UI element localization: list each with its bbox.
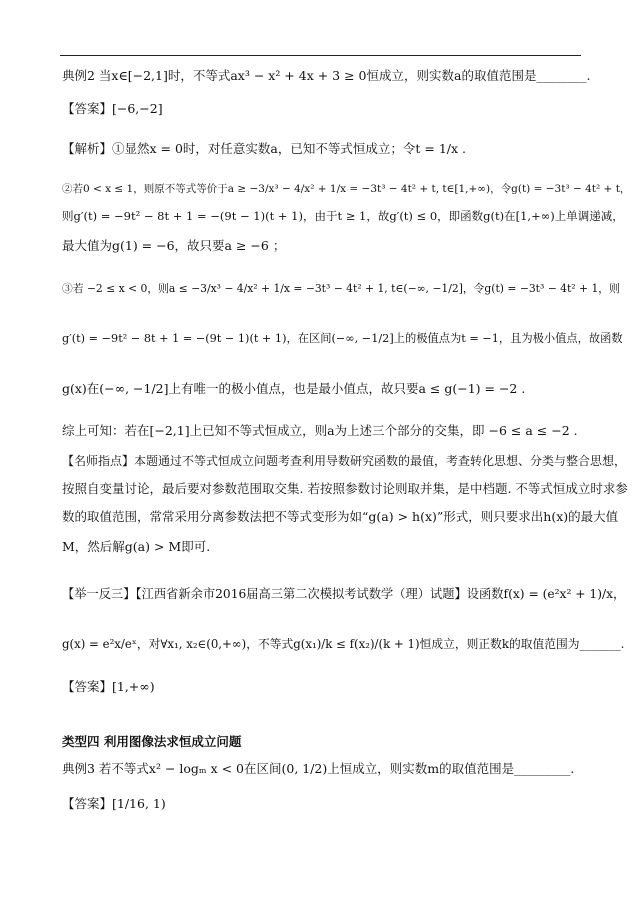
practice-condition: g(x) = e²x/eˣ，对∀x₁, x₂∈(0,+∞)，不等式g(x₁)/k ≤ f(x₂)/(k + 1)恒成立，则正数k的取值范围为_______. <box>62 637 625 651</box>
tips-line4: M，然后解g(a) > M即可. <box>62 539 211 554</box>
header-rule <box>60 55 581 56</box>
analysis-step3-deriv: g′(t) = −9t² − 8t + 1 = −(9t − 1)(t + 1)，在区间(−∞, −1/2]上的极值点为t = −1，且为极小值点，故函数 <box>62 332 623 345</box>
practice-answer: 【答案】[1,+∞) <box>62 679 155 694</box>
practice-question: 【举一反三】【江西省新余市2016届高三第二次模拟考试数学（理）试题】设函数f(x) = (e²x² + 1)/x， <box>62 587 626 601</box>
analysis-step1: 【解析】①显然x = 0时，对任意实数a，已知不等式恒成立；令t = 1/x . <box>62 141 466 156</box>
analysis-step3: ③若 −2 ≤ x < 0，则a ≤ −3/x³ − 4/x² + 1/x = −3t³ − 4t² + 1, t∈(−∞, −1/2]，令g(t) = −3t³ − 4t² + 1，则 <box>62 282 620 295</box>
analysis-step3-min: g(x)在(−∞, −1/2]上有唯一的极小值点，也是最小值点，故只要a ≤ g(−1) = −2 . <box>62 381 526 396</box>
example2-answer: 【答案】[−6,−2] <box>62 101 163 116</box>
analysis-step2-deriv: 则g′(t) = −9t² − 8t + 1 = −(9t − 1)(t + 1)，由于t ≥ 1，故g′(t) ≤ 0，即函数g(t)在[1,+∞)上单调递减， <box>62 209 624 223</box>
tips-line3: 数的取值范围，常常采用分离参数法把不等式变形为如“g(a) > h(x)”形式，则只要求出h(x)的最大值 <box>62 509 619 524</box>
example3-answer: 【答案】[1/16, 1) <box>62 796 166 811</box>
tips-line1: 【名师指点】本题通过不等式恒成立问题考查利用导数研究函数的最值，考查转化思想、分类与整合思想， <box>62 454 627 468</box>
example2-question: 典例2 当x∈[−2,1]时，不等式ax³ − x² + 4x + 3 ≥ 0恒成立，则实数a的取值范围是________. <box>62 68 591 83</box>
analysis-step2-max: 最大值为g(1) = −6，故只要a ≥ −6 ； <box>62 238 286 253</box>
section-heading: 类型四 利用图像法求恒成立问题 <box>62 734 242 749</box>
example3-question: 典例3 若不等式x² − logₘ x < 0在区间(0, 1/2)上恒成立，则实数m的取值范围是_________. <box>62 761 575 776</box>
conclusion: 综上可知：若在[−2,1]上已知不等式恒成立，则a为上述三个部分的交集，即 −6 ≤ a ≤ −2 . <box>62 423 578 438</box>
analysis-step2: ②若0 < x ≤ 1，则原不等式等价于a ≥ −3/x³ − 4/x² + 1/x = −3t³ − 4t² + t, t∈[1,+∞)，令g(t) = −3t³ − 4t² + t， <box>62 183 631 195</box>
tips-line2: 按照自变量讨论，最后要对参数范围取交集. 若按照参数讨论则取并集，是中档题. 不等式恒成立时求参 <box>62 481 628 496</box>
